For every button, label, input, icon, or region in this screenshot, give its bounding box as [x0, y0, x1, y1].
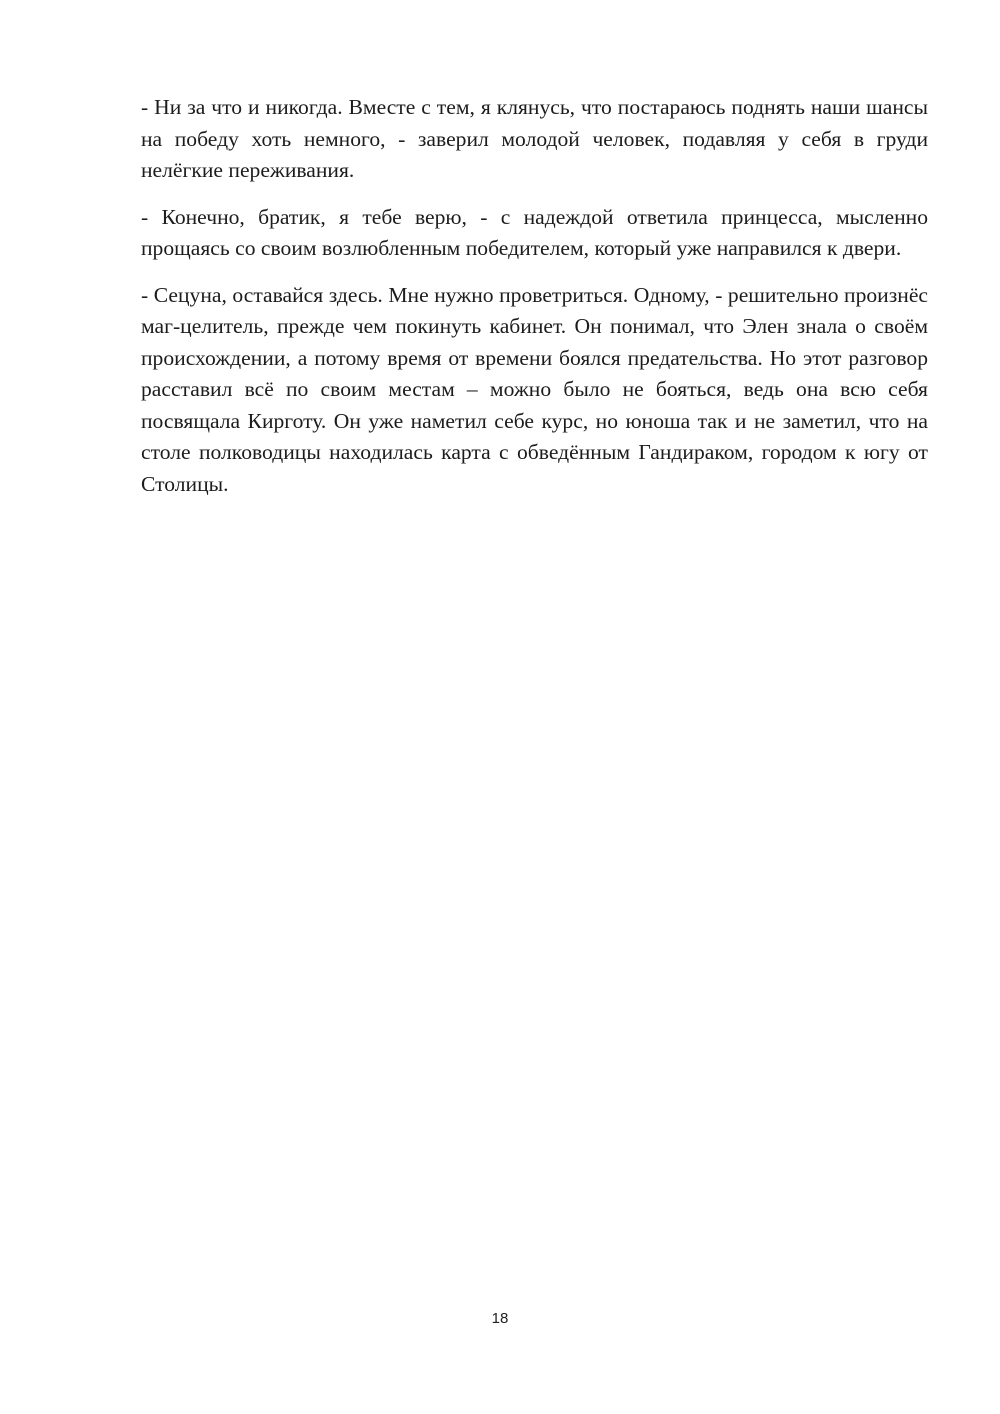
body-text	[141, 92, 928, 515]
paragraph-3: - Сецуна, оставайся здесь. Мне нужно проветриться. Одному, - решительно произнёс маг-целитель, прежде чем покинуть кабинет. Он понимал, что Элен знала о своём происхождении, а потому время от времени боялся предательства. Но этот разговор расставил всё по своим местам – можно было не бояться, ведь она всю себя посвящала Кирготу. Он уже наметил себе курс, но юноша так и не заметил, что на столе полководицы находилась карта с обведённым Гандираком, городом к югу от Столицы.	[141, 282, 928, 496]
paragraph-1: - Ни за что и никогда. Вместе с тем, я клянусь, что постараюсь поднять наши шансы на победу хоть немного, - заверил молодой человек, подавляя у себя в груди нелёгкие переживания.	[141, 95, 928, 182]
page-number: 18	[491, 1310, 509, 1327]
paragraph-2: - Конечно, братик, я тебе верю, - с надеждой ответила принцесса, мысленно прощаясь со своим возлюбленным победителем, который уже направился к двери.	[141, 204, 928, 260]
